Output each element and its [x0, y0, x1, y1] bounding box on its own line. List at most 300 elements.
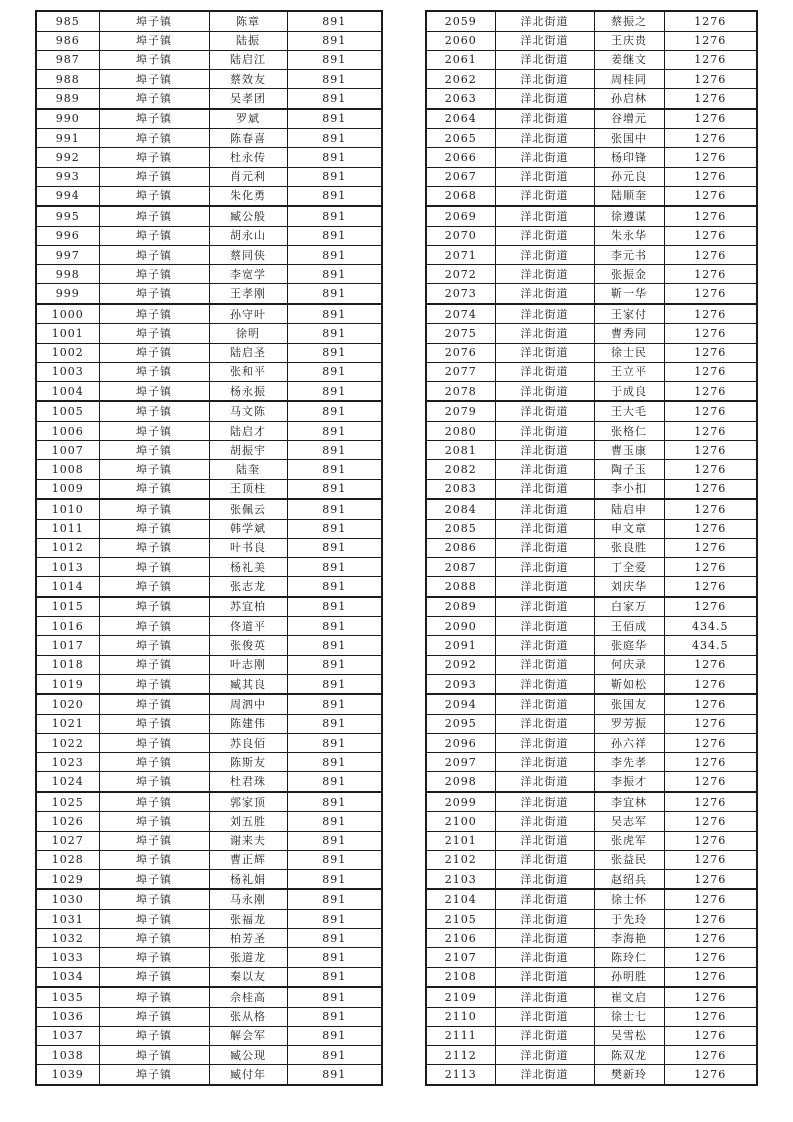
cell-town: 洋北街道 [495, 674, 594, 694]
cell-serial-number: 2095 [426, 714, 495, 733]
cell-amount: 1276 [664, 753, 757, 772]
cell-amount: 1276 [664, 324, 757, 343]
table-row [426, 421, 757, 440]
cell-serial-number: 988 [36, 69, 99, 88]
cell-town: 洋北街道 [495, 733, 594, 752]
table-row [36, 109, 382, 129]
cell-person-name: 张俊英 [209, 636, 287, 655]
cell-town: 埠子镇 [99, 1007, 209, 1026]
cell-town: 洋北街道 [495, 11, 594, 31]
cell-amount: 891 [287, 909, 382, 928]
cell-person-name: 李小扣 [594, 479, 664, 499]
cell-amount: 1276 [664, 694, 757, 714]
cell-amount: 1276 [664, 129, 757, 148]
cell-person-name: 王孝刚 [209, 284, 287, 304]
cell-town: 洋北街道 [495, 167, 594, 186]
table-row [426, 265, 757, 284]
cell-person-name: 杜永传 [209, 148, 287, 167]
cell-person-name: 张道龙 [209, 948, 287, 967]
table-row [426, 909, 757, 928]
cell-town: 埠子镇 [99, 538, 209, 557]
table-row [426, 226, 757, 245]
cell-amount: 891 [287, 850, 382, 869]
cell-town: 洋北街道 [495, 967, 594, 987]
cell-person-name: 曹玉康 [594, 441, 664, 460]
cell-amount: 1276 [664, 362, 757, 381]
cell-town: 洋北街道 [495, 479, 594, 499]
cell-amount: 891 [287, 812, 382, 831]
cell-serial-number: 1038 [36, 1046, 99, 1065]
cell-serial-number: 2094 [426, 694, 495, 714]
table-row [426, 967, 757, 987]
cell-person-name: 杨礼美 [209, 557, 287, 576]
cell-serial-number: 998 [36, 265, 99, 284]
cell-amount: 1276 [664, 792, 757, 812]
cell-town: 埠子镇 [99, 909, 209, 928]
cell-person-name: 张和平 [209, 362, 287, 381]
table-row [426, 167, 757, 186]
cell-amount: 434.5 [664, 617, 757, 636]
table-row [36, 889, 382, 909]
cell-amount: 891 [287, 460, 382, 479]
cell-person-name: 张从格 [209, 1007, 287, 1026]
table-row [426, 948, 757, 967]
cell-amount: 891 [287, 89, 382, 109]
cell-person-name: 何庆录 [594, 655, 664, 674]
cell-amount: 1276 [664, 557, 757, 576]
table-row [426, 753, 757, 772]
table-row [36, 343, 382, 362]
cell-amount: 891 [287, 441, 382, 460]
cell-amount: 891 [287, 50, 382, 69]
cell-serial-number: 1004 [36, 381, 99, 401]
table-row [36, 967, 382, 987]
cell-town: 洋北街道 [495, 655, 594, 674]
cell-person-name: 于先玲 [594, 909, 664, 928]
cell-amount: 1276 [664, 1026, 757, 1045]
cell-amount: 1276 [664, 948, 757, 967]
cell-town: 洋北街道 [495, 929, 594, 948]
cell-person-name: 王佰成 [594, 617, 664, 636]
cell-person-name: 刘庆华 [594, 577, 664, 597]
cell-serial-number: 1027 [36, 831, 99, 850]
table-row [36, 1026, 382, 1045]
cell-town: 埠子镇 [99, 89, 209, 109]
cell-serial-number: 2091 [426, 636, 495, 655]
cell-town: 埠子镇 [99, 343, 209, 362]
table-row [426, 381, 757, 401]
cell-person-name: 曹正辉 [209, 850, 287, 869]
table-row [36, 479, 382, 499]
cell-person-name: 胡振宇 [209, 441, 287, 460]
cell-town: 洋北街道 [495, 284, 594, 304]
cell-serial-number: 999 [36, 284, 99, 304]
cell-person-name: 陈建伟 [209, 714, 287, 733]
table-row [426, 831, 757, 850]
cell-person-name: 靳如松 [594, 674, 664, 694]
cell-serial-number: 1033 [36, 948, 99, 967]
cell-person-name: 李宜林 [594, 792, 664, 812]
cell-serial-number: 2080 [426, 421, 495, 440]
cell-town: 埠子镇 [99, 1046, 209, 1065]
cell-town: 洋北街道 [495, 812, 594, 831]
cell-serial-number: 2072 [426, 265, 495, 284]
table-row [36, 948, 382, 967]
table-row [426, 284, 757, 304]
cell-amount: 1276 [664, 499, 757, 519]
cell-amount: 1276 [664, 967, 757, 987]
cell-person-name: 臧公现 [209, 1046, 287, 1065]
cell-amount: 1276 [664, 538, 757, 557]
cell-town: 埠子镇 [99, 362, 209, 381]
cell-town: 洋北街道 [495, 519, 594, 538]
cell-town: 洋北街道 [495, 109, 594, 129]
table-row [426, 304, 757, 324]
cell-serial-number: 1025 [36, 792, 99, 812]
table-row [36, 441, 382, 460]
cell-town: 埠子镇 [99, 753, 209, 772]
table-row [426, 89, 757, 109]
right-table [425, 10, 758, 1086]
cell-person-name: 肖元利 [209, 167, 287, 186]
cell-serial-number: 2062 [426, 69, 495, 88]
cell-amount: 891 [287, 499, 382, 519]
cell-person-name: 苏良佰 [209, 733, 287, 752]
table-row [36, 284, 382, 304]
cell-amount: 891 [287, 1026, 382, 1045]
cell-person-name: 罗斌 [209, 109, 287, 129]
cell-town: 洋北街道 [495, 1065, 594, 1085]
left-table-body [36, 11, 382, 1085]
cell-town: 埠子镇 [99, 226, 209, 245]
table-row [426, 109, 757, 129]
cell-serial-number: 1035 [36, 987, 99, 1007]
table-row [36, 538, 382, 557]
cell-serial-number: 2100 [426, 812, 495, 831]
table-row [426, 1007, 757, 1026]
cell-serial-number: 2074 [426, 304, 495, 324]
cell-town: 埠子镇 [99, 421, 209, 440]
cell-town: 埠子镇 [99, 148, 209, 167]
cell-town: 洋北街道 [495, 69, 594, 88]
cell-serial-number: 1007 [36, 441, 99, 460]
cell-person-name: 韩学斌 [209, 519, 287, 538]
cell-town: 埠子镇 [99, 772, 209, 792]
cell-amount: 891 [287, 265, 382, 284]
cell-amount: 891 [287, 733, 382, 752]
cell-town: 埠子镇 [99, 869, 209, 889]
cell-serial-number: 2087 [426, 557, 495, 576]
cell-person-name: 周泗中 [209, 694, 287, 714]
cell-serial-number: 986 [36, 31, 99, 50]
cell-amount: 1276 [664, 245, 757, 264]
cell-serial-number: 1032 [36, 929, 99, 948]
cell-amount: 891 [287, 109, 382, 129]
cell-serial-number: 1039 [36, 1065, 99, 1085]
table-row [36, 129, 382, 148]
table-row [36, 186, 382, 206]
table-row [426, 987, 757, 1007]
table-row [426, 674, 757, 694]
cell-town: 洋北街道 [495, 324, 594, 343]
cell-amount: 891 [287, 226, 382, 245]
cell-person-name: 陆启圣 [209, 343, 287, 362]
cell-town: 埠子镇 [99, 129, 209, 148]
cell-serial-number: 1016 [36, 617, 99, 636]
cell-amount: 1276 [664, 889, 757, 909]
cell-serial-number: 993 [36, 167, 99, 186]
cell-amount: 1276 [664, 597, 757, 617]
cell-person-name: 郭家顶 [209, 792, 287, 812]
cell-amount: 1276 [664, 148, 757, 167]
table-row [426, 148, 757, 167]
cell-serial-number: 1006 [36, 421, 99, 440]
cell-serial-number: 2059 [426, 11, 495, 31]
cell-town: 洋北街道 [495, 89, 594, 109]
cell-serial-number: 2071 [426, 245, 495, 264]
table-row [426, 479, 757, 499]
table-row [426, 577, 757, 597]
cell-amount: 891 [287, 304, 382, 324]
cell-town: 埠子镇 [99, 381, 209, 401]
cell-town: 埠子镇 [99, 167, 209, 186]
cell-town: 洋北街道 [495, 987, 594, 1007]
cell-town: 洋北街道 [495, 226, 594, 245]
cell-person-name: 靳一华 [594, 284, 664, 304]
table-row [36, 206, 382, 226]
cell-person-name: 周桂同 [594, 69, 664, 88]
cell-serial-number: 2104 [426, 889, 495, 909]
table-row [36, 50, 382, 69]
cell-amount: 891 [287, 421, 382, 440]
cell-serial-number: 2070 [426, 226, 495, 245]
cell-amount: 891 [287, 831, 382, 850]
cell-serial-number: 2107 [426, 948, 495, 967]
cell-serial-number: 1036 [36, 1007, 99, 1026]
cell-serial-number: 1015 [36, 597, 99, 617]
cell-person-name: 马永刚 [209, 889, 287, 909]
cell-person-name: 张福龙 [209, 909, 287, 928]
cell-serial-number: 1026 [36, 812, 99, 831]
cell-serial-number: 2108 [426, 967, 495, 987]
cell-town: 洋北街道 [495, 1026, 594, 1045]
cell-town: 埠子镇 [99, 929, 209, 948]
table-row [36, 812, 382, 831]
cell-serial-number: 1002 [36, 343, 99, 362]
cell-town: 埠子镇 [99, 109, 209, 129]
cell-amount: 891 [287, 1046, 382, 1065]
cell-person-name: 张格仁 [594, 421, 664, 440]
table-row [426, 597, 757, 617]
cell-person-name: 孙元良 [594, 167, 664, 186]
cell-amount: 891 [287, 674, 382, 694]
table-row [426, 441, 757, 460]
cell-serial-number: 991 [36, 129, 99, 148]
cell-amount: 891 [287, 245, 382, 264]
cell-person-name: 叶志刚 [209, 655, 287, 674]
cell-amount: 891 [287, 967, 382, 987]
cell-serial-number: 2082 [426, 460, 495, 479]
cell-amount: 1276 [664, 265, 757, 284]
cell-town: 洋北街道 [495, 1007, 594, 1026]
cell-amount: 1276 [664, 1007, 757, 1026]
table-row [426, 792, 757, 812]
cell-person-name: 张良胜 [594, 538, 664, 557]
cell-serial-number: 2110 [426, 1007, 495, 1026]
cell-serial-number: 1030 [36, 889, 99, 909]
table-row [36, 31, 382, 50]
cell-amount: 891 [287, 167, 382, 186]
cell-amount: 1276 [664, 109, 757, 129]
cell-town: 埠子镇 [99, 186, 209, 206]
cell-serial-number: 1024 [36, 772, 99, 792]
cell-person-name: 张振金 [594, 265, 664, 284]
cell-serial-number: 2099 [426, 792, 495, 812]
table-row [36, 265, 382, 284]
cell-amount: 891 [287, 186, 382, 206]
cell-town: 洋北街道 [495, 245, 594, 264]
cell-serial-number: 1018 [36, 655, 99, 674]
table-row [426, 812, 757, 831]
cell-serial-number: 2101 [426, 831, 495, 850]
cell-amount: 1276 [664, 479, 757, 499]
cell-serial-number: 2106 [426, 929, 495, 948]
cell-amount: 891 [287, 538, 382, 557]
cell-amount: 1276 [664, 831, 757, 850]
cell-town: 洋北街道 [495, 772, 594, 792]
cell-town: 埠子镇 [99, 714, 209, 733]
table-row [426, 324, 757, 343]
cell-amount: 1276 [664, 519, 757, 538]
cell-amount: 1276 [664, 206, 757, 226]
cell-serial-number: 1014 [36, 577, 99, 597]
cell-town: 埠子镇 [99, 967, 209, 987]
cell-person-name: 张志龙 [209, 577, 287, 597]
table-row [426, 617, 757, 636]
table-row [36, 421, 382, 440]
cell-amount: 1276 [664, 987, 757, 1007]
table-row [426, 362, 757, 381]
table-row [36, 381, 382, 401]
cell-serial-number: 2113 [426, 1065, 495, 1085]
cell-amount: 1276 [664, 772, 757, 792]
cell-amount: 891 [287, 1065, 382, 1085]
cell-person-name: 谢来夫 [209, 831, 287, 850]
cell-serial-number: 2068 [426, 186, 495, 206]
cell-town: 洋北街道 [495, 441, 594, 460]
cell-serial-number: 2069 [426, 206, 495, 226]
cell-person-name: 陈玲仁 [594, 948, 664, 967]
cell-serial-number: 987 [36, 50, 99, 69]
table-row [426, 11, 757, 31]
cell-town: 洋北街道 [495, 362, 594, 381]
cell-town: 埠子镇 [99, 850, 209, 869]
cell-town: 埠子镇 [99, 304, 209, 324]
cell-serial-number: 2086 [426, 538, 495, 557]
cell-serial-number: 1017 [36, 636, 99, 655]
cell-town: 埠子镇 [99, 441, 209, 460]
cell-serial-number: 1029 [36, 869, 99, 889]
table-row [36, 597, 382, 617]
table-row [426, 245, 757, 264]
cell-person-name: 徐士怀 [594, 889, 664, 909]
cell-serial-number: 1012 [36, 538, 99, 557]
cell-town: 洋北街道 [495, 148, 594, 167]
cell-town: 埠子镇 [99, 597, 209, 617]
cell-serial-number: 2090 [426, 617, 495, 636]
table-row [426, 31, 757, 50]
cell-serial-number: 1005 [36, 401, 99, 421]
table-row [426, 772, 757, 792]
cell-town: 埠子镇 [99, 733, 209, 752]
table-row [426, 869, 757, 889]
table-row [36, 148, 382, 167]
cell-amount: 1276 [664, 812, 757, 831]
cell-town: 埠子镇 [99, 265, 209, 284]
cell-person-name: 陈春喜 [209, 129, 287, 148]
cell-person-name: 徐士七 [594, 1007, 664, 1026]
cell-serial-number: 985 [36, 11, 99, 31]
cell-person-name: 蔡振之 [594, 11, 664, 31]
cell-person-name: 朱永华 [594, 226, 664, 245]
cell-town: 洋北街道 [495, 31, 594, 50]
cell-serial-number: 2073 [426, 284, 495, 304]
table-row [426, 889, 757, 909]
cell-town: 埠子镇 [99, 636, 209, 655]
table-row [426, 1026, 757, 1045]
cell-town: 埠子镇 [99, 674, 209, 694]
table-row [426, 460, 757, 479]
cell-amount: 891 [287, 31, 382, 50]
cell-serial-number: 1022 [36, 733, 99, 752]
cell-person-name: 罗芳振 [594, 714, 664, 733]
table-row [426, 499, 757, 519]
cell-person-name: 蔡效友 [209, 69, 287, 88]
cell-serial-number: 1009 [36, 479, 99, 499]
cell-amount: 1276 [664, 733, 757, 752]
cell-serial-number: 2105 [426, 909, 495, 928]
cell-serial-number: 996 [36, 226, 99, 245]
cell-serial-number: 2066 [426, 148, 495, 167]
cell-serial-number: 992 [36, 148, 99, 167]
table-row [36, 1046, 382, 1065]
cell-serial-number: 2079 [426, 401, 495, 421]
cell-amount: 891 [287, 69, 382, 88]
cell-person-name: 陆启申 [594, 499, 664, 519]
cell-person-name: 丁全爱 [594, 557, 664, 576]
cell-amount: 1276 [664, 714, 757, 733]
table-row [426, 50, 757, 69]
cell-serial-number: 2092 [426, 655, 495, 674]
cell-amount: 891 [287, 148, 382, 167]
cell-town: 洋北街道 [495, 909, 594, 928]
table-row [36, 694, 382, 714]
cell-town: 洋北街道 [495, 421, 594, 440]
cell-person-name: 李元书 [594, 245, 664, 264]
table-row [36, 577, 382, 597]
cell-amount: 1276 [664, 89, 757, 109]
cell-amount: 1276 [664, 1065, 757, 1085]
cell-town: 洋北街道 [495, 50, 594, 69]
cell-town: 埠子镇 [99, 1026, 209, 1045]
cell-town: 埠子镇 [99, 479, 209, 499]
cell-amount: 1276 [664, 869, 757, 889]
cell-amount: 891 [287, 11, 382, 31]
cell-person-name: 苏宜柏 [209, 597, 287, 617]
cell-town: 洋北街道 [495, 304, 594, 324]
cell-amount: 1276 [664, 421, 757, 440]
cell-person-name: 臧公般 [209, 206, 287, 226]
